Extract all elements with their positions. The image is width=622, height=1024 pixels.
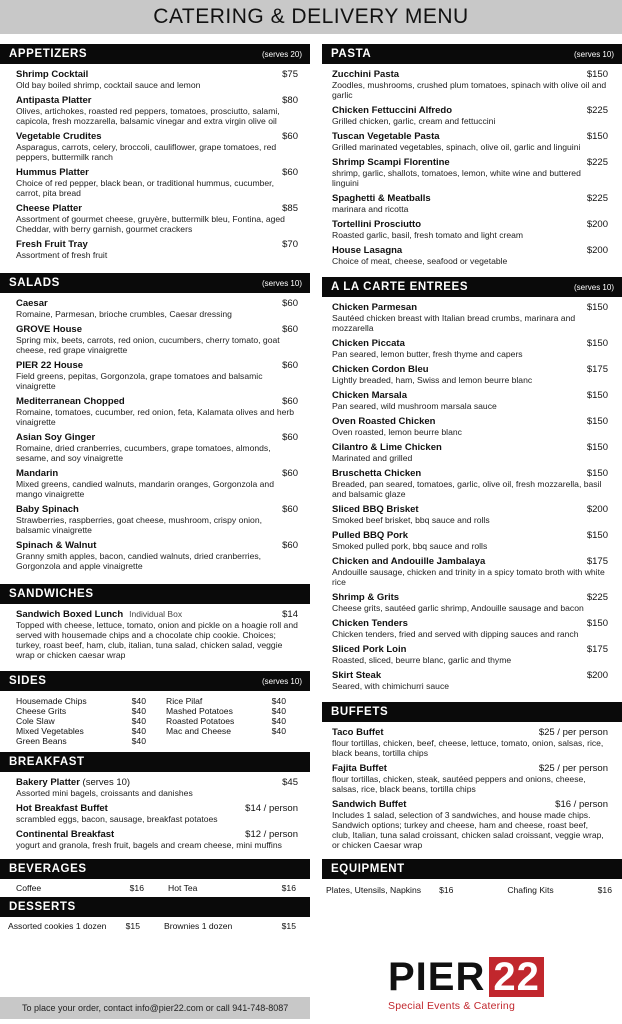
item-description: shrimp, garlic, shallots, tomatoes, lemon, white wine and buttered linguini bbox=[332, 168, 581, 188]
menu-item bbox=[16, 95, 298, 126]
section-header bbox=[0, 752, 310, 772]
item-price: $12 / person bbox=[245, 829, 298, 840]
item-price: $150 bbox=[586, 390, 608, 401]
item-description: Assortment of gourmet cheese, gruyère, buttermilk bleu, Fontina, aged Cheddar, with berry garnish, gourmet crackers bbox=[16, 214, 285, 234]
item-name: Chicken Tenders bbox=[332, 618, 408, 629]
item-description: Strawberries, raspberries, goat cheese, mushroom, crispy onion, balsamic vinaigrette bbox=[16, 515, 262, 535]
beverages-section bbox=[0, 859, 310, 897]
menu-item bbox=[332, 105, 608, 126]
sides-section bbox=[0, 671, 310, 750]
item-name: Cilantro & Lime Chicken bbox=[332, 442, 442, 453]
item-description: Asparagus, carrots, celery, broccoli, cauliflower, grape tomatoes, red peppers, buttermilk ranch bbox=[16, 142, 277, 162]
item-description: Lightly breaded, ham, Swiss and lemon beurre blanc bbox=[332, 375, 533, 385]
item-description: Field greens, pepitas, Gorgonzola, grape tomatoes and balsamic vinaigrette bbox=[16, 371, 263, 391]
item-name: House Lasagna bbox=[332, 245, 403, 256]
side-item bbox=[16, 716, 156, 726]
side-item bbox=[166, 716, 296, 726]
item-name: Asian Soy Ginger bbox=[16, 432, 96, 443]
logo-tagline: Special Events & Catering bbox=[388, 1000, 515, 1012]
item-price: $60 bbox=[282, 396, 298, 407]
beverage-item bbox=[16, 883, 156, 893]
serves-note: (serves 10) bbox=[261, 278, 302, 288]
section-header bbox=[322, 702, 622, 722]
item-price: $75 bbox=[282, 69, 298, 80]
item-price: $40 bbox=[131, 696, 146, 706]
order-contact-text: To place your order, contact info@pier22.com or call 941-748-8087 bbox=[22, 1003, 289, 1013]
section-title: SIDES bbox=[9, 675, 47, 687]
side-item bbox=[16, 696, 156, 706]
item-description: Grilled marinated vegetables, spinach, olive oil, garlic and linguini bbox=[332, 142, 581, 152]
side-item bbox=[166, 696, 296, 706]
menu-item bbox=[16, 777, 298, 798]
item-name: Chafing Kits bbox=[507, 885, 554, 895]
item-price: $40 bbox=[271, 726, 286, 736]
item-price: $70 bbox=[282, 239, 298, 250]
breakfast-section bbox=[0, 752, 310, 859]
menu-item bbox=[332, 644, 608, 665]
item-name: Shrimp & Grits bbox=[332, 592, 400, 603]
menu-item bbox=[332, 670, 608, 691]
item-price: $16 / person bbox=[555, 799, 608, 810]
item-name: Sliced BBQ Brisket bbox=[332, 504, 419, 515]
side-item bbox=[16, 706, 156, 716]
item-price: $225 bbox=[586, 592, 608, 603]
section-title: PASTA bbox=[331, 48, 372, 60]
item-name: Fresh Fruit Tray bbox=[16, 239, 88, 250]
item-price: $175 bbox=[586, 556, 608, 567]
dessert-item bbox=[152, 921, 296, 931]
item-price: $150 bbox=[586, 442, 608, 453]
item-price: $25 / per person bbox=[538, 763, 608, 774]
buffets-section bbox=[322, 702, 622, 859]
sides-column bbox=[16, 696, 156, 746]
menu-item bbox=[332, 131, 608, 152]
item-description: Pan seared, lemon butter, fresh thyme and capers bbox=[332, 349, 523, 359]
menu-item bbox=[332, 338, 608, 359]
item-description: scrambled eggs, bacon, sausage, breakfast potatoes bbox=[16, 814, 218, 824]
item-name: Bakery Platter (serves 10) bbox=[16, 777, 131, 788]
menu-item bbox=[16, 298, 298, 319]
item-price: $150 bbox=[586, 618, 608, 629]
section-body bbox=[0, 293, 310, 580]
section-header bbox=[0, 273, 310, 293]
item-name: Sandwich Buffet bbox=[332, 799, 407, 810]
item-description: Oven roasted, lemon beurre blanc bbox=[332, 427, 462, 437]
item-description: Pan seared, wild mushroom marsala sauce bbox=[332, 401, 497, 411]
item-price: $45 bbox=[282, 777, 298, 788]
serves-note: (serves 10) bbox=[573, 49, 614, 59]
item-price: $225 bbox=[586, 157, 608, 168]
beverage-item bbox=[156, 883, 296, 893]
menu-item bbox=[332, 364, 608, 385]
item-name: Sandwich Boxed Lunch Individual Box bbox=[16, 609, 183, 620]
equipment-section bbox=[322, 859, 622, 899]
item-description: Assortment of fresh fruit bbox=[16, 250, 108, 260]
menu-item bbox=[16, 360, 298, 391]
serves-note: (serves 20) bbox=[261, 49, 302, 59]
menu-item bbox=[332, 556, 608, 587]
item-description: Zoodles, mushrooms, crushed plum tomatoes, spinach with olive oil and garlic bbox=[332, 80, 607, 100]
item-name: Brownies 1 dozen bbox=[164, 921, 233, 931]
section-title: BEVERAGES bbox=[9, 863, 87, 875]
item-price: $150 bbox=[586, 530, 608, 541]
pasta-section bbox=[322, 44, 622, 275]
item-price: $15 bbox=[281, 921, 296, 931]
menu-item bbox=[16, 829, 298, 850]
menu-item bbox=[332, 219, 608, 240]
item-price: $150 bbox=[586, 338, 608, 349]
item-name: Mashed Potatoes bbox=[166, 706, 233, 716]
entrees-section bbox=[322, 277, 622, 700]
section-title: APPETIZERS bbox=[9, 48, 88, 60]
item-price: $14 bbox=[282, 609, 298, 620]
appetizers-section bbox=[0, 44, 310, 269]
item-name: Oven Roasted Chicken bbox=[332, 416, 436, 427]
item-price: $40 bbox=[131, 736, 146, 746]
item-name: Coffee bbox=[16, 883, 42, 893]
item-name: Green Beans bbox=[16, 736, 67, 746]
item-name: Caesar bbox=[16, 298, 48, 309]
menu-item bbox=[16, 609, 298, 660]
section-body bbox=[0, 64, 310, 269]
sides-grid bbox=[0, 691, 310, 750]
menu-item bbox=[332, 592, 608, 613]
item-price: $16 bbox=[439, 885, 454, 895]
item-description: Grilled chicken, garlic, cream and fettuccini bbox=[332, 116, 496, 126]
item-price: $60 bbox=[282, 360, 298, 371]
item-name: Mixed Vegetables bbox=[16, 726, 84, 736]
item-name: Plates, Utensils, Napkins bbox=[326, 885, 422, 895]
item-name: Skirt Steak bbox=[332, 670, 382, 681]
item-description: Sautéed chicken breast with Italian bread crumbs, marinara and mozzarella bbox=[332, 313, 576, 333]
item-price: $60 bbox=[282, 468, 298, 479]
item-name: Chicken Parmesan bbox=[332, 302, 418, 313]
item-name: Mac and Cheese bbox=[166, 726, 231, 736]
item-description: Roasted garlic, basil, fresh tomato and light cream bbox=[332, 230, 524, 240]
menu-item bbox=[16, 396, 298, 427]
section-body bbox=[322, 64, 622, 275]
item-description: Cheese grits, sautéed garlic shrimp, Andouille sausage and bacon bbox=[332, 603, 584, 613]
section-header bbox=[322, 44, 622, 64]
desserts-section bbox=[0, 897, 310, 935]
menu-item bbox=[332, 416, 608, 437]
item-price: $40 bbox=[131, 716, 146, 726]
menu-item bbox=[332, 618, 608, 639]
item-description: Old bay boiled shrimp, cocktail sauce and lemon bbox=[16, 80, 201, 90]
item-name: Cole Slaw bbox=[16, 716, 55, 726]
item-description: Chicken tenders, fried and served with dipping sauces and ranch bbox=[332, 629, 579, 639]
item-price: $85 bbox=[282, 203, 298, 214]
item-description: Mixed greens, candied walnuts, mandarin oranges, Gorgonzola and mango vinaigrette bbox=[16, 479, 274, 499]
item-name: Pulled BBQ Pork bbox=[332, 530, 409, 541]
item-price: $225 bbox=[586, 193, 608, 204]
item-description: Granny smith apples, bacon, candied walnuts, dried cranberries, Gorgonzola and apple vinaigrette bbox=[16, 551, 262, 571]
item-price: $25 / per person bbox=[538, 727, 608, 738]
logo-number: 22 bbox=[489, 957, 544, 997]
item-name: Chicken Marsala bbox=[332, 390, 407, 401]
item-price: $150 bbox=[586, 416, 608, 427]
menu-item bbox=[332, 302, 608, 333]
item-description: yogurt and granola, fresh fruit, bagels and cream cheese, mini muffins bbox=[16, 840, 282, 850]
item-price: $40 bbox=[131, 706, 146, 716]
item-name: Taco Buffet bbox=[332, 727, 384, 738]
item-name: GROVE House bbox=[16, 324, 82, 335]
item-name: Hot Breakfast Buffet bbox=[16, 803, 108, 814]
item-description: Smoked beef brisket, bbq sauce and rolls bbox=[332, 515, 490, 525]
equipment-item bbox=[326, 885, 453, 895]
item-name: Tuscan Vegetable Pasta bbox=[332, 131, 440, 142]
side-item bbox=[166, 726, 296, 736]
item-price: $16 bbox=[129, 883, 144, 893]
section-body bbox=[0, 604, 310, 669]
menu-item bbox=[16, 131, 298, 162]
item-price: $60 bbox=[282, 298, 298, 309]
item-name: Rice Pilaf bbox=[166, 696, 203, 706]
section-header bbox=[322, 859, 622, 879]
section-title: SANDWICHES bbox=[9, 588, 94, 600]
item-description: flour tortillas, chicken, steak, sautéed peppers and onions, cheese, salsas, rice, black beans, tortilla chips bbox=[332, 774, 586, 794]
menu-item bbox=[16, 167, 298, 198]
menu-item bbox=[16, 540, 298, 571]
logo-word: PIER bbox=[388, 955, 486, 999]
dessert-item bbox=[8, 921, 152, 931]
item-name: Vegetable Crudites bbox=[16, 131, 102, 142]
sides-column bbox=[156, 696, 296, 746]
item-price: $150 bbox=[586, 131, 608, 142]
serves-note: (serves 10) bbox=[573, 282, 614, 292]
menu-item bbox=[332, 727, 608, 758]
item-description: Assorted mini bagels, croissants and danishes bbox=[16, 788, 193, 798]
section-header bbox=[0, 44, 310, 64]
item-description: Romaine, dried cranberries, cucumbers, grape tomatoes, almonds, sesame, and soy vinaigrette bbox=[16, 443, 271, 463]
item-price: $200 bbox=[586, 219, 608, 230]
item-description: Spring mix, beets, carrots, red onion, cucumbers, cherry tomato, goat cheese, red grape vinaigrette bbox=[16, 335, 280, 355]
item-price: $15 bbox=[125, 921, 140, 931]
item-name: Assorted cookies 1 dozen bbox=[8, 921, 107, 931]
item-description: Smoked pulled pork, bbq sauce and rolls bbox=[332, 541, 488, 551]
equipment-item bbox=[507, 885, 612, 895]
section-body bbox=[322, 722, 622, 859]
title-bar bbox=[0, 0, 622, 34]
menu-item bbox=[332, 530, 608, 551]
section-title: DESSERTS bbox=[9, 901, 76, 913]
item-price: $175 bbox=[586, 364, 608, 375]
item-name: Hot Tea bbox=[168, 883, 198, 893]
item-price: $150 bbox=[586, 302, 608, 313]
left-column bbox=[0, 44, 310, 935]
section-title: EQUIPMENT bbox=[331, 863, 405, 875]
item-name: Continental Breakfast bbox=[16, 829, 115, 840]
item-price: $80 bbox=[282, 95, 298, 106]
menu-item bbox=[332, 799, 608, 850]
item-name: Chicken Piccata bbox=[332, 338, 405, 349]
item-note: (serves 10) bbox=[79, 777, 131, 788]
section-title: BREAKFAST bbox=[9, 756, 85, 768]
section-body bbox=[0, 772, 310, 859]
item-price: $60 bbox=[282, 131, 298, 142]
section-header bbox=[0, 584, 310, 604]
menu-item bbox=[332, 442, 608, 463]
item-name: Shrimp Cocktail bbox=[16, 69, 89, 80]
section-header bbox=[322, 277, 622, 297]
item-price: $40 bbox=[131, 726, 146, 736]
dessert-row bbox=[0, 917, 310, 935]
item-name: Spinach & Walnut bbox=[16, 540, 97, 551]
salads-section bbox=[0, 273, 310, 580]
menu-item bbox=[16, 468, 298, 499]
item-description: Choice of meat, cheese, seafood or vegetable bbox=[332, 256, 508, 266]
item-price: $40 bbox=[271, 706, 286, 716]
item-description: Includes 1 salad, selection of 3 sandwiches, and house made chips. Sandwich options; turkey and cheese, ham and cheese, roast beef, club, Italian, tuna salad croissant, chicken salad croissant, veggie wrap, or chicken Caesar wrap bbox=[332, 810, 604, 850]
item-name: PIER 22 House bbox=[16, 360, 84, 371]
item-name: Hummus Platter bbox=[16, 167, 89, 178]
menu-item bbox=[332, 468, 608, 499]
item-name: Sliced Pork Loin bbox=[332, 644, 407, 655]
item-price: $40 bbox=[271, 716, 286, 726]
item-name: Shrimp Scampi Florentine bbox=[332, 157, 450, 168]
menu-item bbox=[16, 69, 298, 90]
item-price: $14 / person bbox=[245, 803, 298, 814]
menu-item bbox=[332, 157, 608, 188]
item-price: $150 bbox=[586, 468, 608, 479]
item-price: $200 bbox=[586, 670, 608, 681]
item-name: Fajita Buffet bbox=[332, 763, 387, 774]
item-price: $225 bbox=[586, 105, 608, 116]
item-name: Chicken Cordon Bleu bbox=[332, 364, 429, 375]
menu-item bbox=[332, 245, 608, 266]
item-description: Marinated and grilled bbox=[332, 453, 413, 463]
item-name: Chicken and Andouille Jambalaya bbox=[332, 556, 486, 567]
section-title: A LA CARTE ENTREES bbox=[331, 281, 469, 293]
item-description: Seared, with chimichurri sauce bbox=[332, 681, 450, 691]
menu-item bbox=[16, 504, 298, 535]
item-name: Spaghetti & Meatballs bbox=[332, 193, 431, 204]
item-name: Cheese Grits bbox=[16, 706, 67, 716]
menu-item bbox=[16, 432, 298, 463]
pier22-logo bbox=[388, 957, 568, 1013]
item-price: $200 bbox=[586, 245, 608, 256]
item-name: Housemade Chips bbox=[16, 696, 87, 706]
item-name: Baby Spinach bbox=[16, 504, 79, 515]
section-body bbox=[322, 297, 622, 700]
item-description: Andouille sausage, chicken and trinity in a spicy tomato broth with white rice bbox=[332, 567, 605, 587]
item-note: Individual Box bbox=[129, 609, 183, 619]
item-name: Zucchini Pasta bbox=[332, 69, 400, 80]
item-name: Antipasta Platter bbox=[16, 95, 92, 106]
equipment-row bbox=[322, 879, 622, 899]
item-price: $60 bbox=[282, 504, 298, 515]
menu-item bbox=[332, 763, 608, 794]
menu-item bbox=[16, 803, 298, 824]
item-name: Bruschetta Chicken bbox=[332, 468, 422, 479]
sandwiches-section bbox=[0, 584, 310, 669]
item-price: $60 bbox=[282, 540, 298, 551]
section-header bbox=[0, 859, 310, 879]
menu-item bbox=[332, 193, 608, 214]
item-price: $175 bbox=[586, 644, 608, 655]
logo-wordmark bbox=[388, 957, 568, 997]
item-price: $16 bbox=[597, 885, 612, 895]
serves-note: (serves 10) bbox=[261, 676, 302, 686]
section-header bbox=[0, 671, 310, 691]
item-price: $200 bbox=[586, 504, 608, 515]
item-description: flour tortillas, chicken, beef, cheese, lettuce, tomato, onion, salsas, rice, black beans, tortilla chips bbox=[332, 738, 604, 758]
item-name: Chicken Fettuccini Alfredo bbox=[332, 105, 452, 116]
item-price: $40 bbox=[271, 696, 286, 706]
item-name: Tortellini Prosciutto bbox=[332, 219, 422, 230]
item-price: $150 bbox=[586, 69, 608, 80]
menu-item bbox=[16, 324, 298, 355]
section-title: BUFFETS bbox=[331, 706, 389, 718]
menu-item bbox=[332, 504, 608, 525]
item-description: Roasted, sliced, beurre blanc, garlic and thyme bbox=[332, 655, 512, 665]
item-description: Romaine, tomatoes, cucumber, red onion, feta, Kalamata olives and herb vinaigrette bbox=[16, 407, 295, 427]
right-column bbox=[322, 44, 622, 899]
side-item bbox=[16, 726, 156, 736]
side-item bbox=[166, 706, 296, 716]
beverage-row bbox=[0, 879, 310, 897]
item-description: Olives, artichokes, roasted red peppers, tomatoes, prosciutto, salami, capicola, fresh mozzarella, balsamic vinegar and extra virgin olive oil bbox=[16, 106, 280, 126]
item-price: $16 bbox=[281, 883, 296, 893]
section-header bbox=[0, 897, 310, 917]
section-title: SALADS bbox=[9, 277, 60, 289]
menu-item bbox=[16, 203, 298, 234]
item-price: $60 bbox=[282, 324, 298, 335]
item-price: $60 bbox=[282, 167, 298, 178]
item-name: Mandarin bbox=[16, 468, 59, 479]
menu-item bbox=[332, 390, 608, 411]
item-description: Romaine, Parmesan, brioche crumbles, Caesar dressing bbox=[16, 309, 232, 319]
side-item bbox=[16, 736, 156, 746]
item-price: $60 bbox=[282, 432, 298, 443]
menu-item bbox=[16, 239, 298, 260]
item-description: Topped with cheese, lettuce, tomato, onion and pickle on a hoagie roll and served with housemade chips and a chocolate chip cookie. Choices; turkey, roast beef, ham, club, italian, tuna salad, chicken salad, veggie wrap or chicken caesar wrap bbox=[16, 620, 298, 660]
item-description: Choice of red pepper, black bean, or traditional hummus, cucumber, carrot, pita bread bbox=[16, 178, 274, 198]
menu-item bbox=[332, 69, 608, 100]
item-description: Breaded, pan seared, tomatoes, garlic, olive oil, fresh mozzarella, basil and balsamic glaze bbox=[332, 479, 602, 499]
item-name: Roasted Potatoes bbox=[166, 716, 235, 726]
item-name: Cheese Platter bbox=[16, 203, 83, 214]
order-contact-bar bbox=[0, 997, 310, 1019]
page-title: CATERING & DELIVERY MENU bbox=[153, 5, 469, 28]
item-description: marinara and ricotta bbox=[332, 204, 409, 214]
item-name: Mediterranean Chopped bbox=[16, 396, 125, 407]
